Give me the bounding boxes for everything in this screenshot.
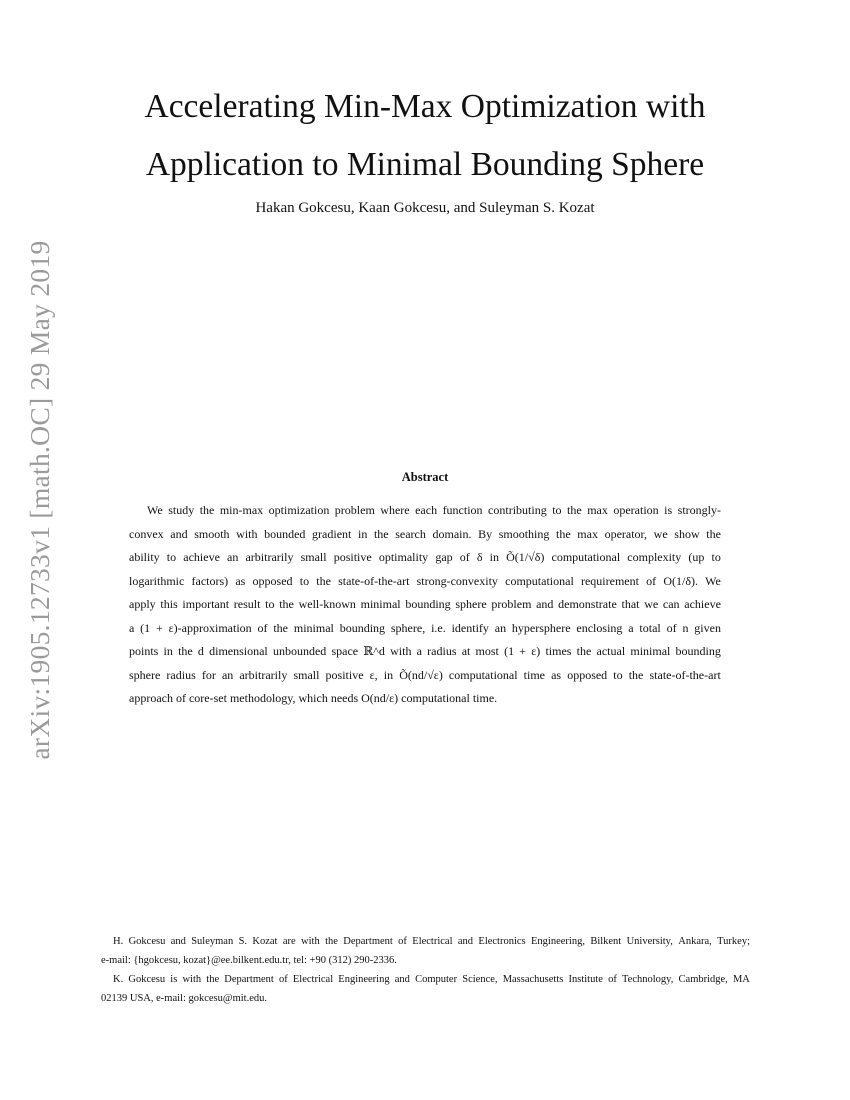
word: demonstrate	[558, 597, 617, 611]
word: Engineering	[338, 974, 390, 985]
word: search	[395, 526, 426, 541]
title-line: Accelerating Min-Max Optimization with	[144, 88, 706, 125]
word: small	[300, 550, 327, 564]
word: the	[273, 620, 289, 635]
word: dimensional	[209, 644, 268, 658]
word: with	[301, 936, 320, 947]
word: Computer	[415, 974, 458, 985]
word: Õ(nd/√ε)	[399, 667, 443, 682]
word: contributing	[488, 503, 547, 517]
word: and	[536, 597, 554, 611]
abstract-line: approach of core-set methodology, which needs O(nd/ε) computational time.	[129, 691, 498, 705]
word: the	[556, 526, 571, 541]
footnotes	[101, 932, 750, 1008]
word: actual	[596, 644, 626, 658]
word: +	[519, 644, 527, 658]
word: that	[621, 597, 640, 611]
word: We	[705, 573, 721, 588]
word: We	[147, 503, 163, 517]
word: of	[608, 974, 617, 985]
title-line: Application to Minimal Bounding Sphere	[145, 146, 705, 183]
word: an	[494, 620, 507, 635]
word: the	[206, 974, 220, 985]
word: the	[567, 503, 582, 517]
word: problem	[491, 597, 532, 611]
word: state-of-the-art	[649, 667, 721, 682]
word: max	[577, 526, 598, 541]
word: space	[331, 644, 359, 658]
word: minimal	[293, 620, 334, 635]
word: of	[398, 936, 407, 947]
word: By	[478, 526, 493, 541]
word: for	[201, 667, 216, 682]
word: the	[178, 644, 193, 658]
word: is	[664, 503, 673, 517]
word: to	[613, 667, 623, 682]
word: a	[416, 644, 422, 658]
word: function	[442, 503, 483, 517]
word: opposed	[252, 573, 293, 588]
word: i.e.	[431, 620, 446, 635]
footnote-line: 02139 USA, e-mail: gokcesu@mit.edu.	[101, 993, 267, 1004]
word: operator,	[604, 526, 648, 541]
word: and	[170, 936, 186, 947]
word: and	[457, 936, 474, 947]
word: in	[383, 667, 394, 682]
word: of	[278, 974, 288, 985]
word: to	[166, 550, 177, 564]
word: min-max	[219, 503, 264, 517]
word: Cambridge,	[678, 974, 728, 985]
word: operation	[613, 503, 659, 517]
word: arbitrarily	[245, 550, 294, 564]
word: Kozat	[252, 936, 278, 947]
arxiv-identifier-stamp: arXiv:1905.12733v1 [math.OC] 29 May 2019	[24, 240, 55, 760]
word: opposed	[567, 667, 608, 682]
word: bounding	[675, 644, 721, 658]
word: to	[299, 573, 310, 588]
word: Science,	[462, 974, 498, 985]
word: in	[357, 526, 368, 541]
word: domain.	[432, 526, 472, 541]
word: minimal	[360, 597, 401, 611]
word: Electrical	[292, 974, 334, 985]
word: to	[711, 550, 721, 564]
word: convex	[129, 526, 164, 541]
word: an	[227, 550, 239, 564]
footnote-line	[101, 970, 750, 989]
word: as	[235, 573, 246, 588]
word: well-known	[298, 597, 356, 611]
word: and	[394, 974, 410, 985]
word: max	[587, 503, 608, 517]
word: Electronics	[478, 936, 526, 947]
word: a	[129, 620, 135, 635]
word: enclosing	[576, 620, 623, 635]
word: optimization	[268, 503, 330, 517]
abstract-line	[129, 617, 721, 641]
word: Technology,	[622, 974, 674, 985]
word: we	[644, 597, 659, 611]
word: sphere,	[390, 620, 426, 635]
word: Suleyman	[191, 936, 234, 947]
word: MA	[732, 974, 750, 985]
word: S.	[238, 936, 248, 947]
word: Õ(1/√δ)	[506, 550, 545, 564]
abstract-line	[129, 523, 721, 547]
word: the	[628, 667, 644, 682]
word: at	[461, 644, 471, 658]
word: we	[653, 526, 668, 541]
word: Ankara,	[678, 936, 712, 947]
word: bounding	[339, 620, 386, 635]
word: Turkey;	[717, 936, 750, 947]
word: are	[282, 936, 296, 947]
word: with	[182, 974, 202, 985]
word: logarithmic	[129, 573, 185, 588]
word: of	[459, 550, 470, 564]
word: complexity	[627, 550, 682, 564]
abstract-line	[129, 546, 721, 570]
word: a	[628, 620, 634, 635]
word: H.	[113, 936, 124, 947]
word: of	[257, 620, 268, 635]
abstract-body	[129, 499, 721, 711]
word: minimal	[630, 644, 671, 658]
word: Department	[224, 974, 274, 985]
abstract-heading: Abstract	[401, 470, 449, 484]
word: state-of-the-art	[338, 573, 410, 588]
paper-title	[75, 78, 775, 194]
word: the	[706, 526, 721, 541]
word: radius	[427, 644, 457, 658]
word: Bilkent	[590, 936, 622, 947]
word: O(1/δ).	[663, 573, 698, 588]
word: positive	[325, 667, 364, 682]
word: as	[551, 667, 562, 682]
word: achieve	[183, 550, 220, 564]
word: arbitrarily	[239, 667, 288, 682]
word: an	[221, 667, 234, 682]
word: strong-convexity	[416, 573, 498, 588]
word: each	[415, 503, 438, 517]
word: Massachusetts	[502, 974, 564, 985]
word: with	[390, 644, 412, 658]
word: the	[199, 503, 215, 517]
word: ε,	[369, 667, 378, 682]
word: achieve	[684, 597, 721, 611]
word: bounded	[264, 526, 306, 541]
word: Gokcesu	[128, 974, 166, 985]
word: bounding	[405, 597, 451, 611]
word: and	[170, 526, 188, 541]
word: in	[489, 550, 500, 564]
word: with	[236, 526, 258, 541]
word: smoothing	[498, 526, 550, 541]
word: most	[475, 644, 499, 658]
word: the	[279, 597, 294, 611]
word: to	[265, 597, 275, 611]
word: problem	[334, 503, 375, 517]
word: identify	[451, 620, 489, 635]
author-list: Hakan Gokcesu, Kaan Gokcesu, and Suleyman S. Kozat	[255, 200, 595, 216]
word: of	[666, 620, 677, 635]
word: small	[293, 667, 320, 682]
word: gap	[435, 550, 453, 564]
word: computational	[448, 667, 518, 682]
word: +	[156, 620, 163, 635]
word: (1	[140, 620, 151, 635]
word: given	[694, 620, 721, 635]
word: Engineering,	[531, 936, 585, 947]
word: ability	[129, 550, 160, 564]
word: Electrical	[412, 936, 453, 947]
word: radius	[166, 667, 196, 682]
word: apply	[129, 597, 156, 611]
word: requirement	[580, 573, 639, 588]
word: is	[170, 974, 178, 985]
word: of	[646, 573, 657, 588]
word: in	[163, 644, 173, 658]
abstract-line	[129, 664, 721, 688]
word: factors)	[191, 573, 229, 588]
word: hypersphere	[511, 620, 571, 635]
word: sphere	[455, 597, 487, 611]
word: positive	[333, 550, 372, 564]
footnote-line: e-mail: {hgokcesu, kozat}@ee.bilkent.edu.tr, tel: +90 (312) 290-2336.	[101, 955, 397, 966]
word: the	[576, 644, 592, 658]
word: can	[662, 597, 680, 611]
word: to	[552, 503, 562, 517]
word: ℝ^d	[363, 644, 385, 658]
abstract-line	[129, 570, 721, 594]
word: result	[233, 597, 261, 611]
word: sphere	[129, 667, 161, 682]
word: the	[316, 573, 331, 588]
word: computational	[505, 573, 574, 588]
word: important	[182, 597, 230, 611]
word: time	[523, 667, 545, 682]
word: the	[373, 526, 389, 541]
word: n	[682, 620, 689, 635]
word: Department	[343, 936, 393, 947]
word: Institute	[568, 974, 603, 985]
word: the	[325, 936, 338, 947]
word: ε)	[531, 644, 541, 658]
word: where	[380, 503, 410, 517]
word: Gokcesu	[128, 936, 166, 947]
word: show	[674, 526, 700, 541]
word: (1	[504, 644, 515, 658]
word: times	[545, 644, 572, 658]
word: K.	[113, 974, 124, 985]
word: University,	[626, 936, 673, 947]
word: δ	[476, 550, 483, 564]
word: this	[160, 597, 178, 611]
word: total	[639, 620, 661, 635]
word: ε)-approximation	[168, 620, 252, 635]
word: d	[197, 644, 204, 658]
word: gradient	[312, 526, 352, 541]
abstract-line	[129, 640, 721, 664]
word: strongly-	[677, 503, 721, 517]
abstract-line	[129, 499, 721, 523]
word: computational	[551, 550, 621, 564]
footnote-line	[101, 932, 750, 951]
word: optimality	[378, 550, 429, 564]
word: unbounded	[272, 644, 327, 658]
word: smooth	[194, 526, 230, 541]
word: points	[129, 644, 159, 658]
word: (up	[688, 550, 705, 564]
word: study	[168, 503, 195, 517]
abstract-line	[129, 593, 721, 617]
